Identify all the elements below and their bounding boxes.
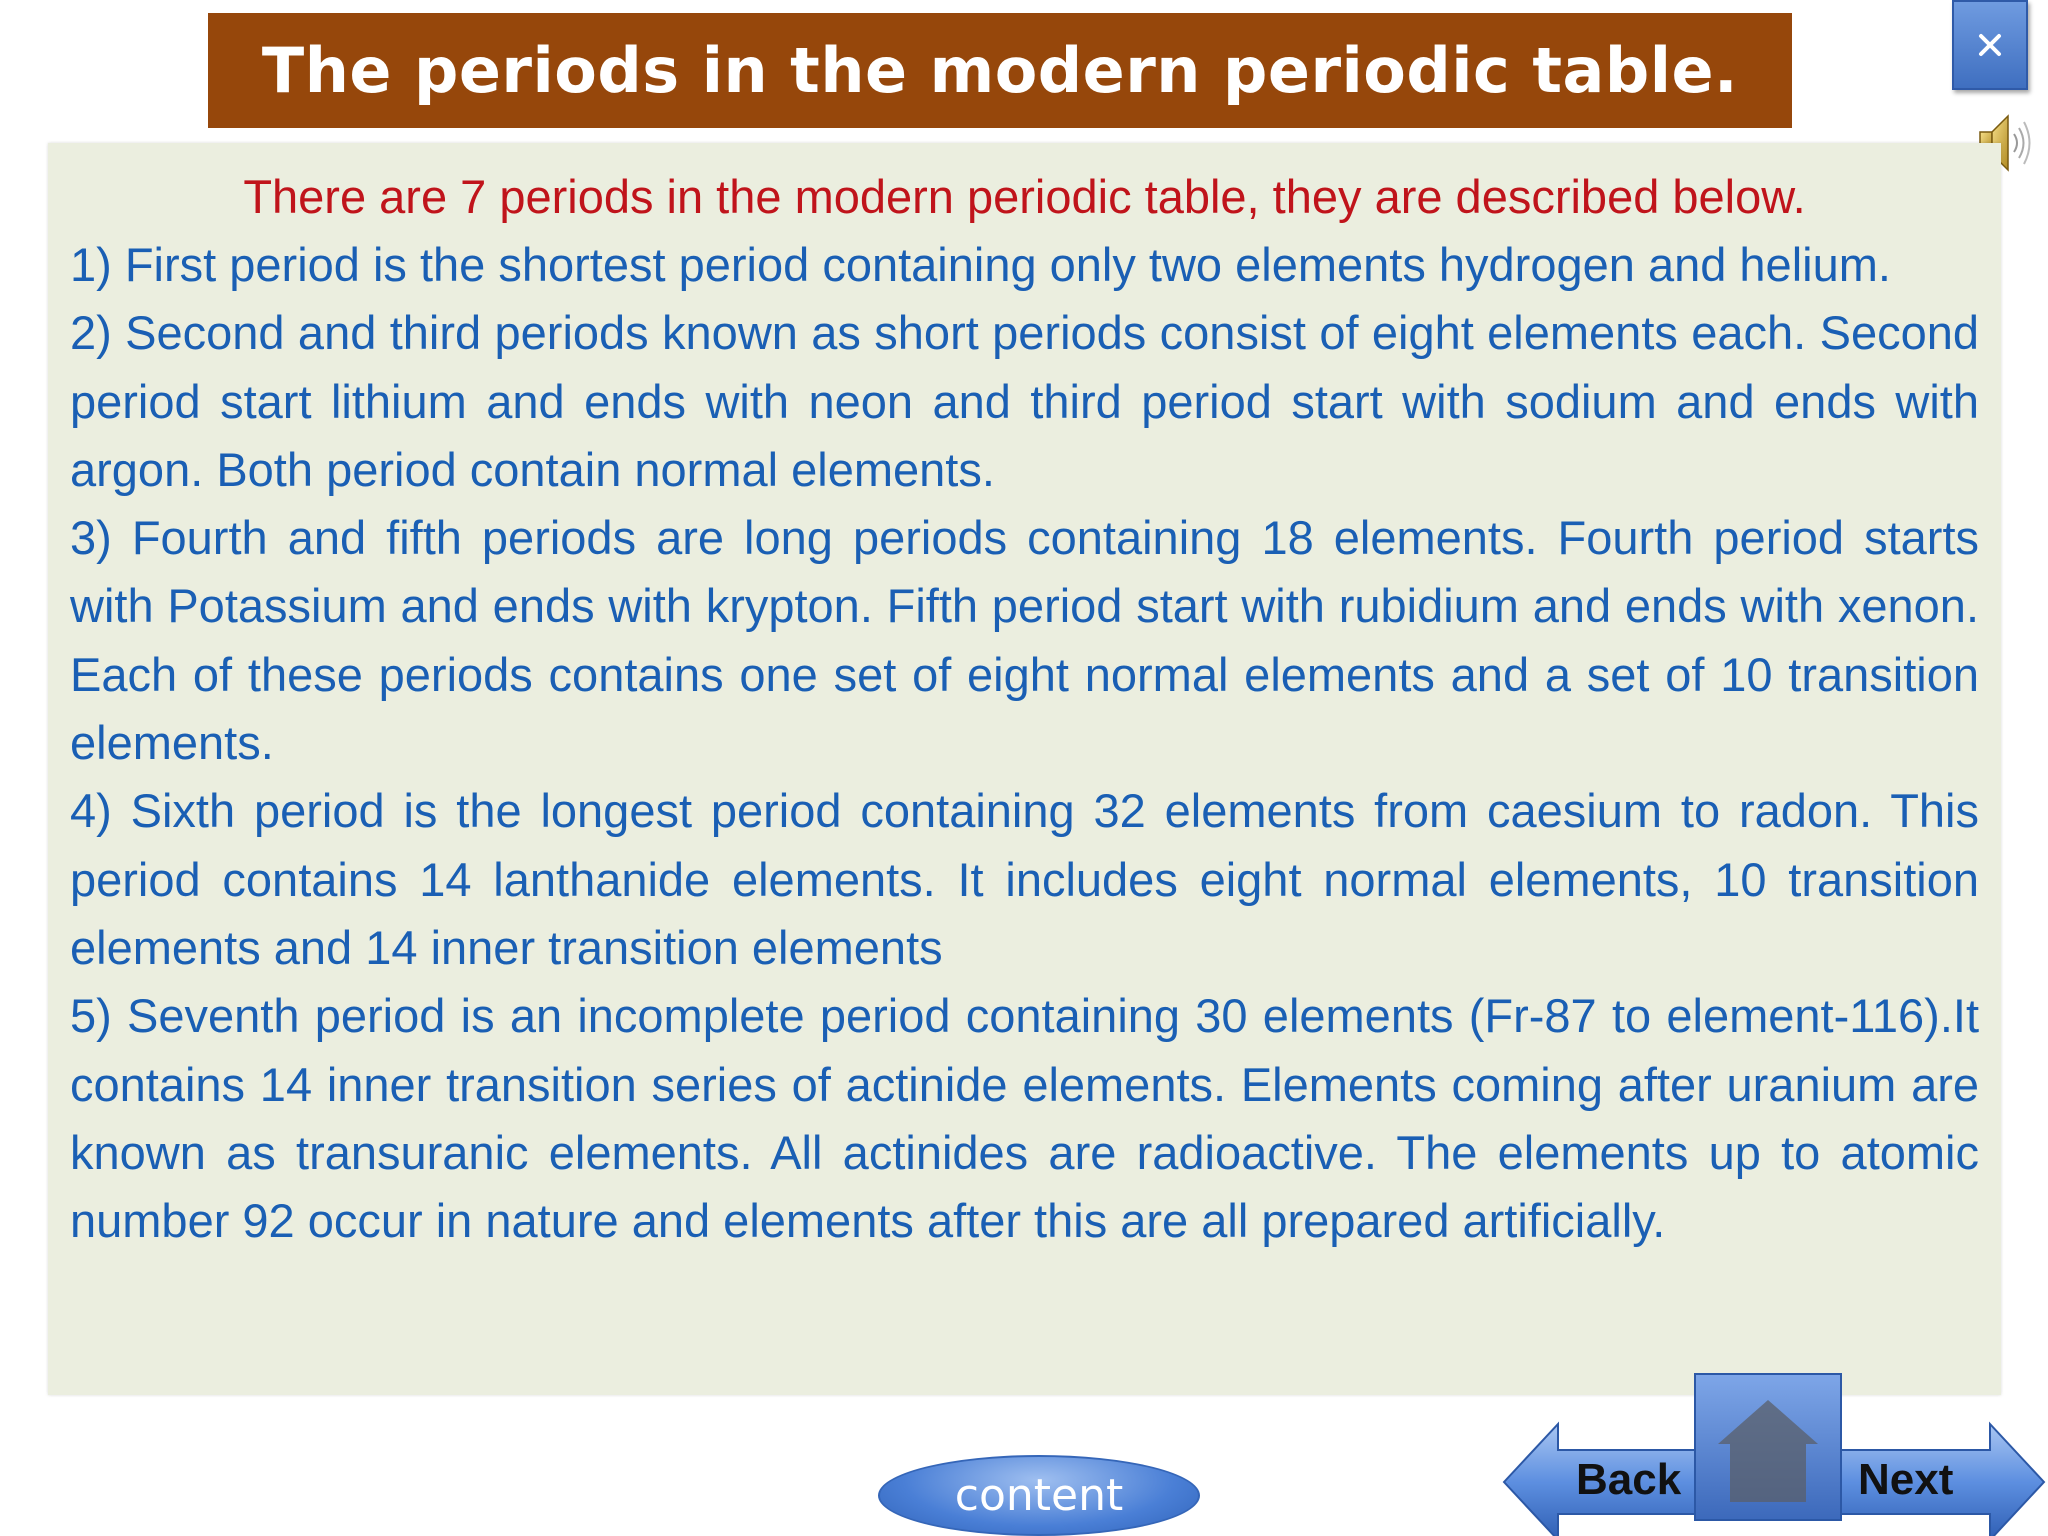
paragraph-5: 5) Seventh period is an incomplete period containing 30 elements (Fr-87 to element-116).It contains 14 inner transition series of actinide elements. Elements coming after uranium are known as transuranic elements. All actinides are radioactive. The elements up to atomic number 92 occur in nature and elements after this are all prepared artificially. (70, 989, 1979, 1248)
home-icon[interactable] (1695, 1374, 1841, 1520)
paragraph-2: 2) Second and third periods known as short periods consist of eight elements each. Second period start lithium and ends with neon and third period start with sodium and ends with argon. Both period contain normal elements. (70, 306, 1979, 496)
paragraph-1: 1) First period is the shortest period containing only two elements hydrogen and helium. (70, 238, 1891, 291)
close-icon (1975, 30, 2005, 60)
next-button[interactable]: Next (1858, 1455, 1954, 1504)
slide-title: The periods in the modern periodic table. (208, 13, 1792, 128)
paragraph-3: 3) Fourth and fifth periods are long periods containing 18 elements. Fourth period starts with Potassium and ends with krypton. Fifth period start with rubidium and ends with xenon. Each of these periods contains one set of eight normal elements and a set of 10 transition elements. (70, 511, 1979, 770)
paragraph-4: 4) Sixth period is the longest period containing 32 elements from caesium to radon. This period contains 14 lanthanide elements. It includes eight normal elements, 10 transition elements and 14 inner transition elements (70, 784, 1979, 974)
content-panel (48, 143, 2001, 1395)
close-button[interactable] (1952, 0, 2028, 90)
navigation-controls (1500, 1370, 2048, 1536)
content-button[interactable]: content (878, 1455, 1200, 1536)
intro-text: There are 7 periods in the modern periodic table, they are described below. (243, 170, 1806, 223)
back-button[interactable]: Back (1576, 1455, 1682, 1504)
